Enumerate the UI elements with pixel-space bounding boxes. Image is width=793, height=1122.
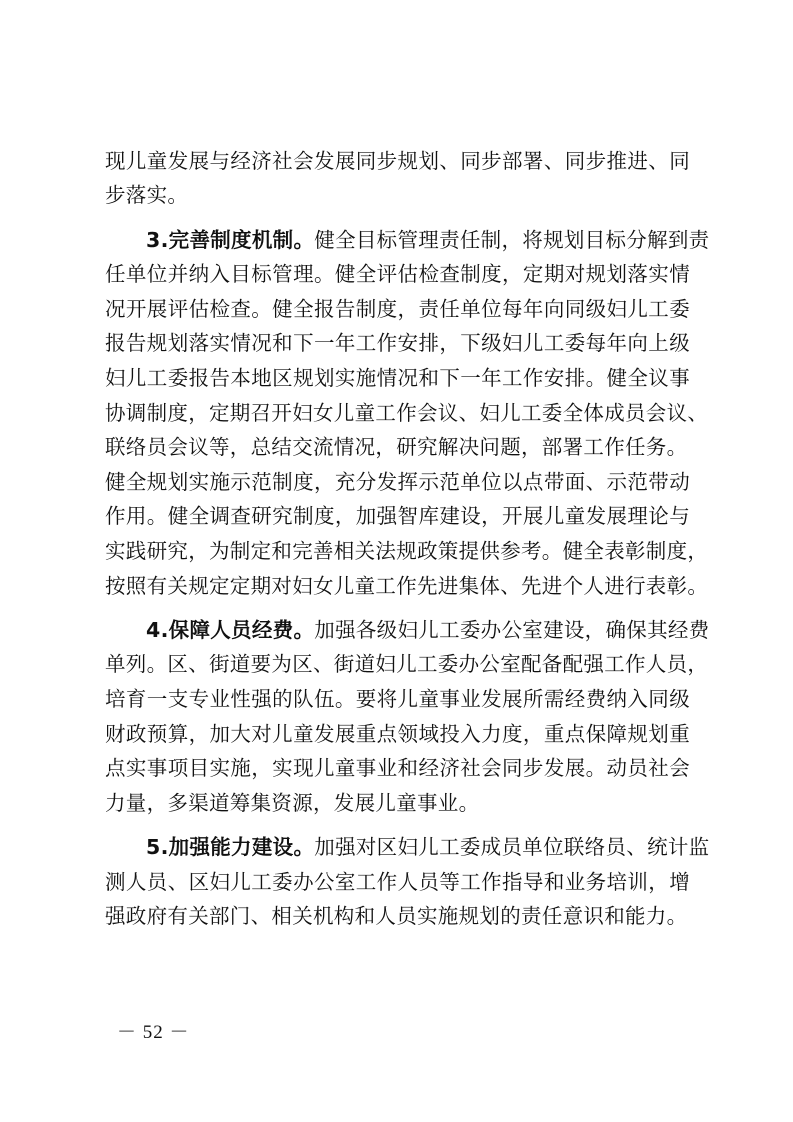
paragraph-text: 健全目标管理责任制，将规划目标分解到责 <box>314 228 710 252</box>
paragraph-line: 按照有关规定定期对妇女儿童工作先进集体、先进个人进行表彰。 <box>105 574 709 598</box>
paragraph-line: 单列。区、街道要为区、街道妇儿工委办公室配备配强工作人员， <box>105 652 709 676</box>
paragraph-text: 加强各级妇儿工委办公室建设，确保其经费 <box>314 618 710 642</box>
paragraph-line: 联络员会议等，总结交流情况，研究解决问题，部署工作任务。 <box>105 435 688 459</box>
section-heading-5: 5.加强能力建设。 <box>146 835 315 859</box>
paragraph-line: 报告规划落实情况和下一年工作安排，下级妇儿工委每年向上级 <box>105 331 690 355</box>
paragraph-line: 培育一支专业性强的队伍。要将儿童事业发展所需经费纳入同级 <box>105 687 690 711</box>
paragraph-line: 强政府有关部门、相关机构和人员实施规划的责任意识和能力。 <box>105 904 688 928</box>
section-heading-4: 4.保障人员经费。 <box>146 618 315 642</box>
paragraph-line: 点实事项目实施，实现儿童事业和经济社会同步发展。动员社会 <box>105 756 690 780</box>
paragraph-line: 健全规划实施示范制度，充分发挥示范单位以点带面、示范带动 <box>105 470 690 494</box>
paragraph-line <box>146 617 710 643</box>
paragraph-line <box>146 227 710 253</box>
paragraph-line: 步落实。 <box>105 183 189 207</box>
paragraph-line: 现儿童发展与经济社会发展同步规划、同步部署、同步推进、同 <box>105 149 690 173</box>
paragraph-line: 财政预算，加大对儿童发展重点领域投入力度，重点保障规划重 <box>105 722 690 746</box>
paragraph-line: 力量，多渠道筹集资源，发展儿童事业。 <box>105 791 480 815</box>
paragraph-line: 况开展评估检查。健全报告制度，责任单位每年向同级妇儿工委 <box>105 297 690 321</box>
paragraph-line: 协调制度，定期召开妇女儿童工作会议、妇儿工委全体成员会议、 <box>105 401 709 425</box>
paragraph-line <box>146 834 710 860</box>
paragraph-line: 任单位并纳入目标管理。健全评估检查制度，定期对规划落实情 <box>105 262 690 286</box>
paragraph-line: 测人员、区妇儿工委办公室工作人员等工作指导和业务培训，增 <box>105 870 690 894</box>
page-number: － 52 － <box>117 1022 190 1043</box>
paragraph-line: 实践研究，为制定和完善相关法规政策提供参考。健全表彰制度， <box>105 539 709 563</box>
section-heading-3: 3.完善制度机制。 <box>146 228 315 252</box>
paragraph-line: 作用。健全调查研究制度，加强智库建设，开展儿童发展理论与 <box>105 504 690 528</box>
paragraph-text: 加强对区妇儿工委成员单位联络员、统计监 <box>314 835 710 859</box>
paragraph-line: 妇儿工委报告本地区规划实施情况和下一年工作安排。健全议事 <box>105 366 690 390</box>
